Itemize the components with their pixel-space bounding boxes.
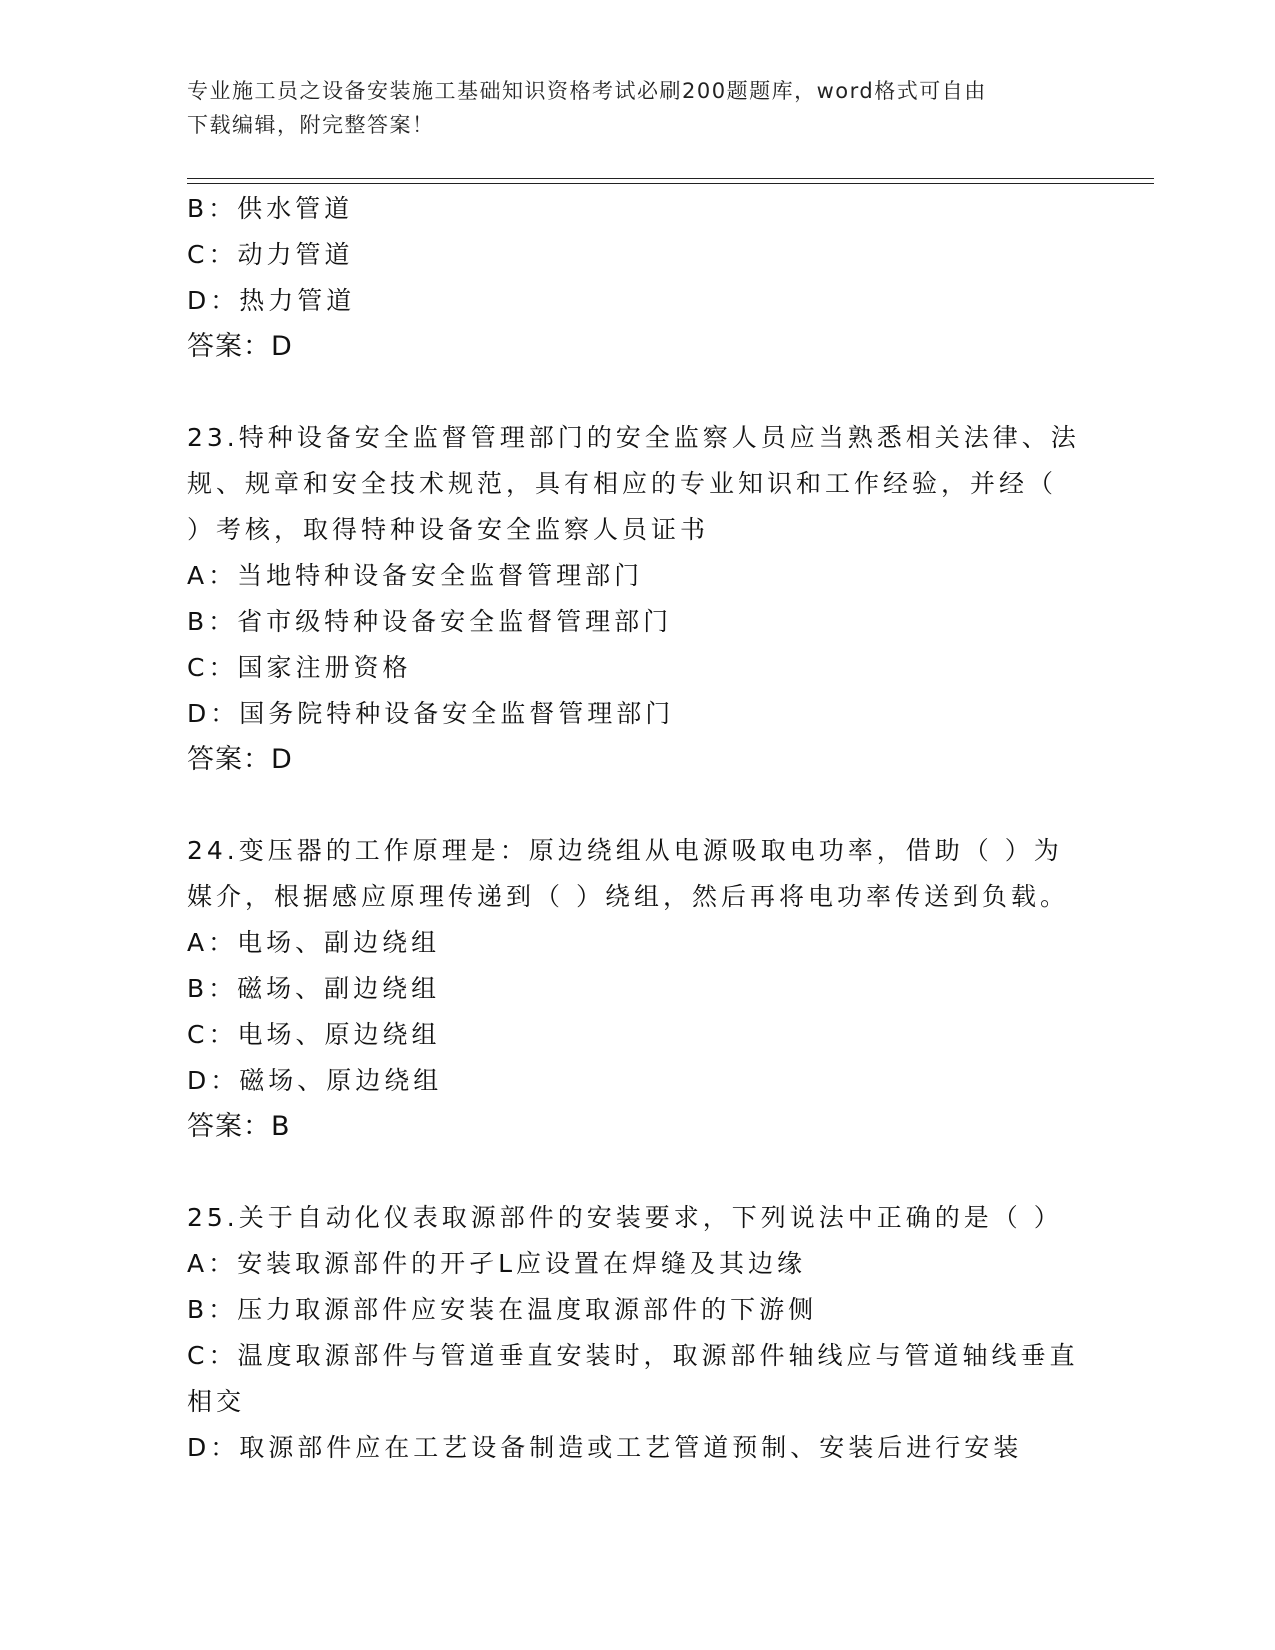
q24-stem-line-1: 24.变压器的工作原理是：原边绕组从电源吸取电功率，借助（ ）为 bbox=[187, 836, 1063, 865]
q23-option-c: C：国家注册资格 bbox=[187, 653, 412, 682]
spacer bbox=[187, 783, 1087, 828]
q23-option-b: B：省市级特种设备安全监督管理部门 bbox=[187, 607, 673, 636]
q25-option-c-line-1: C：温度取源部件与管道垂直安装时，取源部件轴线应与管道轴线垂直 bbox=[187, 1341, 1079, 1370]
q24-option-c: C：电场、原边绕组 bbox=[187, 1020, 441, 1049]
q24-option-a: A：电场、副边绕组 bbox=[187, 928, 441, 957]
question-24 bbox=[187, 828, 1087, 1150]
q23-stem-line-2: 规、规章和安全技术规范，具有相应的专业知识和工作经验，并经（ bbox=[187, 469, 1058, 498]
q22-option-b: B：供水管道 bbox=[187, 194, 354, 223]
spacer bbox=[187, 370, 1087, 415]
question-22-tail bbox=[187, 186, 1087, 370]
q23-stem-line-1: 23.特种设备安全监督管理部门的安全监察人员应当熟悉相关法律、法 bbox=[187, 423, 1080, 452]
q22-option-d: D：热力管道 bbox=[187, 286, 356, 315]
header-line-1: 专业施工员之设备安装施工基础知识资格考试必刷200题题库，word格式可自由 bbox=[187, 79, 987, 103]
q25-option-c-line-2: 相交 bbox=[187, 1387, 246, 1416]
header-divider-bottom bbox=[187, 183, 1154, 184]
q23-answer: 答案：D bbox=[187, 744, 293, 775]
question-25 bbox=[187, 1195, 1087, 1471]
q24-answer: 答案：B bbox=[187, 1111, 291, 1142]
q22-answer: 答案：D bbox=[187, 331, 293, 362]
q23-stem-line-3: ）考核，取得特种设备安全监察人员证书 bbox=[187, 515, 710, 544]
q25-option-a: A：安装取源部件的开孑L应设置在焊缝及其边缘 bbox=[187, 1249, 807, 1278]
q23-option-d: D：国务院特种设备安全监督管理部门 bbox=[187, 699, 675, 728]
document-body bbox=[187, 186, 1087, 1471]
q25-option-d: D：取源部件应在工艺设备制造或工艺管道预制、安装后进行安装 bbox=[187, 1433, 1023, 1462]
q25-stem-line-1: 25.关于自动化仪表取源部件的安装要求，下列说法中正确的是（ ） bbox=[187, 1203, 1063, 1232]
q22-option-c: C：动力管道 bbox=[187, 240, 354, 269]
question-23 bbox=[187, 415, 1087, 783]
q24-option-b: B：磁场、副边绕组 bbox=[187, 974, 441, 1003]
page-header bbox=[187, 74, 1067, 142]
q23-option-a: A：当地特种设备安全监督管理部门 bbox=[187, 561, 644, 590]
q25-option-b: B：压力取源部件应安装在温度取源部件的下游侧 bbox=[187, 1295, 818, 1324]
header-line-2: 下载编辑，附完整答案！ bbox=[187, 113, 435, 137]
header-divider-top bbox=[187, 178, 1154, 179]
q24-stem-line-2: 媒介，根据感应原理传递到（ ）绕组，然后再将电功率传送到负载。 bbox=[187, 882, 1069, 911]
q24-option-d: D：磁场、原边绕组 bbox=[187, 1066, 443, 1095]
spacer bbox=[187, 1150, 1087, 1195]
